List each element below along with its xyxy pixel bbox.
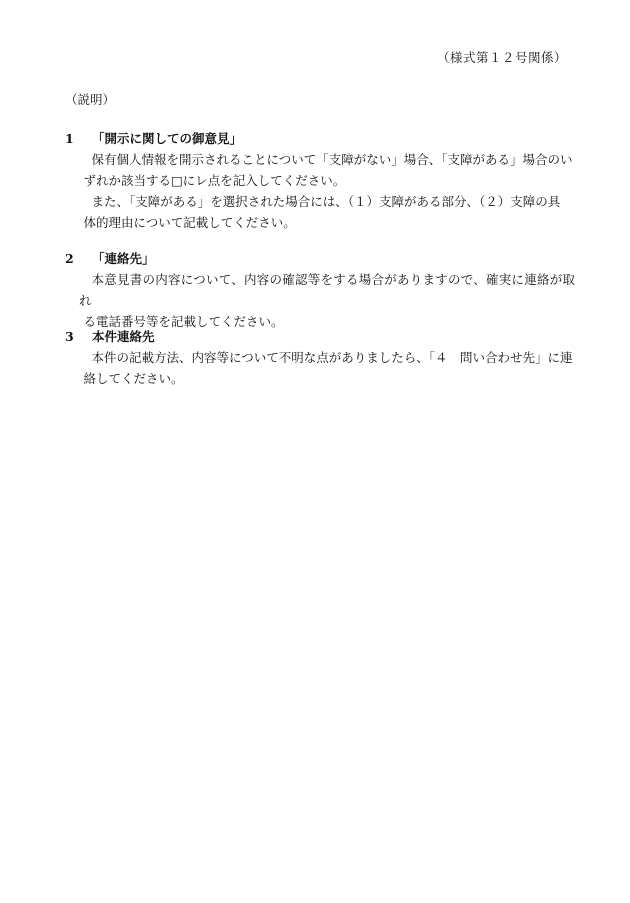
paragraph bbox=[65, 347, 575, 389]
paragraph-line: る電話番号等を記載してください。 bbox=[83, 314, 284, 329]
section-number: 3 bbox=[65, 329, 74, 344]
paragraph-line: 本意見書の内容について、内容の確認等をする場合がありますので、確実に連絡が取れ bbox=[79, 272, 575, 308]
section-number: 2 bbox=[65, 251, 74, 266]
paragraph-line: ずれか該当する□にレ点を記入してください。 bbox=[83, 173, 346, 188]
paragraph-line: 体的理由について記載してください。 bbox=[83, 215, 296, 230]
section-number: 1 bbox=[65, 131, 74, 146]
section-title: 「連絡先」 bbox=[92, 251, 155, 266]
section-heading bbox=[65, 326, 575, 347]
form-reference: （様式第１２号関係） bbox=[436, 50, 567, 65]
section-inquiry bbox=[65, 326, 575, 389]
paragraph-line: また、「支障がある」を選択された場合には、（１）支障がある部分、（２）支障の具 bbox=[91, 194, 561, 209]
paragraph-line: 保有個人情報を開示されることについて「支障がない」場合、「支障がある」場合のい bbox=[91, 152, 573, 167]
paragraph-line: 本件の記載方法、内容等について不明な点がありましたら、「４ 問い合わせ先」に連 bbox=[91, 350, 573, 365]
section-opinion bbox=[65, 128, 575, 233]
section-heading bbox=[65, 248, 575, 269]
paragraph bbox=[65, 191, 575, 233]
explanation-label: （説明） bbox=[65, 92, 116, 107]
paragraph bbox=[65, 269, 575, 332]
section-title: 本件連絡先 bbox=[92, 329, 155, 344]
paragraph bbox=[65, 149, 575, 191]
section-heading bbox=[65, 128, 575, 149]
paragraph-line: 絡してください。 bbox=[83, 371, 184, 386]
section-contact bbox=[65, 248, 575, 332]
section-title: 「開示に関しての御意見」 bbox=[92, 131, 243, 146]
